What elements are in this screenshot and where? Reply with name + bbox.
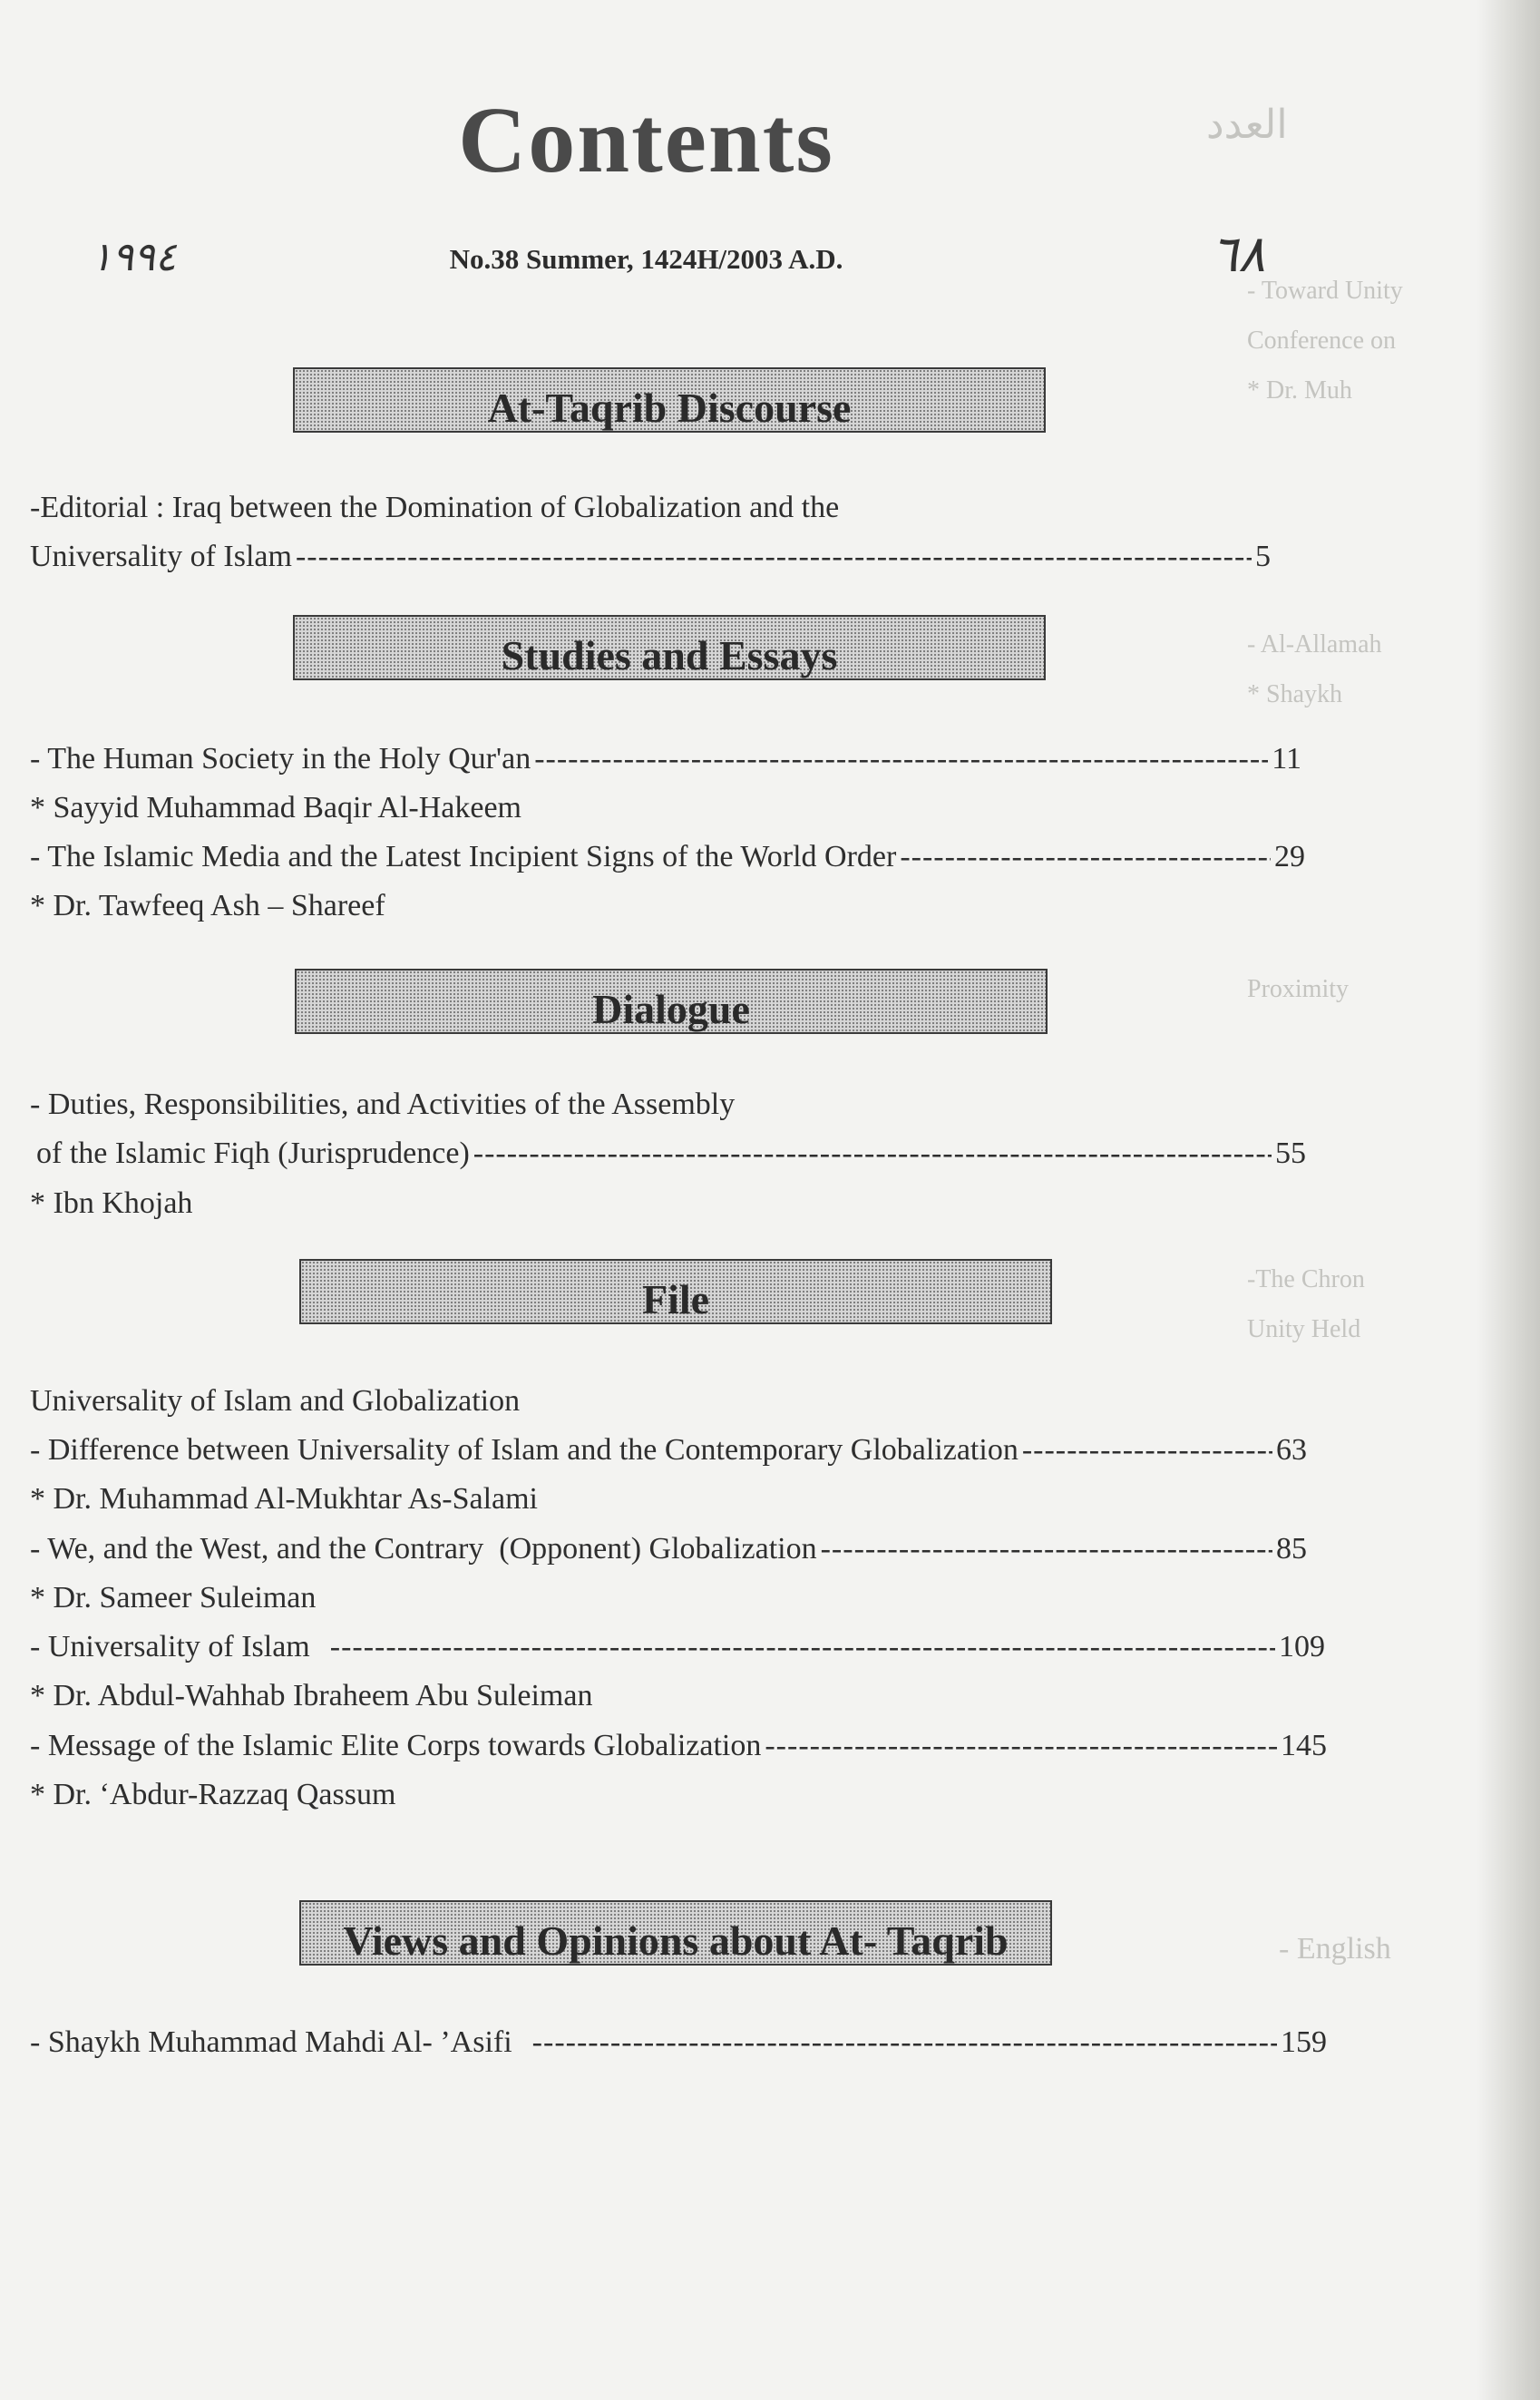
toc-author: * Ibn Khojah xyxy=(30,1186,193,1220)
toc-entry-editorial xyxy=(30,537,1271,577)
toc-entry-difference xyxy=(30,1430,1307,1470)
section-banner-studies xyxy=(293,615,1046,680)
dot-leader xyxy=(473,1134,1272,1170)
toc-entry-message xyxy=(30,1726,1327,1766)
bleed-through-line-6: Proximity xyxy=(1247,975,1350,1003)
section-title-studies: Studies and Essays xyxy=(501,632,838,678)
page-number: 159 xyxy=(1281,2025,1327,2059)
issue-info: No.38 Summer, 1424H/2003 A.D. xyxy=(449,243,843,275)
dot-leader xyxy=(821,1529,1272,1566)
page-number: 11 xyxy=(1272,742,1301,776)
bleed-through-line-3: * Dr. Muh xyxy=(1247,376,1352,405)
dot-leader xyxy=(900,837,1271,873)
toc-duties-line-1: - Duties, Responsibilities, and Activities of the Assembly xyxy=(30,1088,736,1121)
page-title: Contents xyxy=(458,88,834,192)
section-title-views: Views and Opinions about At- Taqrib xyxy=(343,1917,1009,1964)
toc-entry-title: - Message of the Islamic Elite Corps towards Globalization xyxy=(30,1729,762,1762)
toc-entry-title: - We, and the West, and the Contrary (Opponent) Globalization xyxy=(30,1532,817,1566)
toc-entry-universality xyxy=(30,1627,1325,1667)
toc-author: * Dr. Sameer Suleiman xyxy=(30,1581,317,1615)
section-banner-dialogue xyxy=(295,969,1048,1034)
bleed-through-line-1: - Toward Unity xyxy=(1247,277,1403,305)
dot-leader xyxy=(534,739,1268,776)
handwritten-note-left: ١٩٩٤ xyxy=(91,234,177,280)
bleed-through-line-9: - English xyxy=(1279,1932,1391,1966)
toc-editorial-line-1: -Editorial : Iraq between the Domination of Globalization and the xyxy=(30,491,840,524)
page-number: 55 xyxy=(1275,1137,1306,1170)
toc-entry-title: - Difference between Universality of Islam and the Contemporary Globalization xyxy=(30,1433,1019,1467)
dot-leader xyxy=(532,2023,1277,2059)
toc-entry-media xyxy=(30,837,1305,877)
toc-entry-society xyxy=(30,739,1301,779)
toc-entry-title: - Universality of Islam xyxy=(30,1630,310,1663)
file-heading: Universality of Islam and Globalization xyxy=(30,1384,521,1418)
bleed-through-line-7: -The Chron xyxy=(1247,1265,1365,1293)
toc-entry-title: - Shaykh Muhammad Mahdi Al- ’Asifi xyxy=(30,2025,512,2059)
toc-duties-line-2: of the Islamic Fiqh (Jurisprudence) xyxy=(36,1137,470,1170)
page-number: 109 xyxy=(1279,1630,1325,1663)
bleed-through-line-4: - Al-Allamah xyxy=(1247,630,1382,659)
handwritten-note-right: ٦٨ xyxy=(1211,225,1266,284)
dot-leader xyxy=(296,537,1252,573)
toc-author: * Sayyid Muhammad Baqir Al-Hakeem xyxy=(30,791,522,824)
toc-entry-title: - The Human Society in the Holy Qur'an xyxy=(30,742,531,776)
toc-editorial-line-2: Universality of Islam xyxy=(30,540,292,573)
bleed-through-line-2: Conference on xyxy=(1247,327,1397,355)
page-edge-shadow xyxy=(1477,0,1540,2400)
page-number: 63 xyxy=(1276,1433,1307,1467)
page-number: 85 xyxy=(1276,1532,1307,1566)
bleed-through-line-5: * Shaykh xyxy=(1247,680,1342,708)
bleed-through-line-8: Unity Held xyxy=(1247,1315,1361,1343)
section-title-dialogue: Dialogue xyxy=(592,986,750,1032)
toc-entry-west xyxy=(30,1529,1307,1569)
section-title-discourse: At-Taqrib Discourse xyxy=(487,385,852,431)
toc-author: * Dr. Muhammad Al-Mukhtar As-Salami xyxy=(30,1482,539,1516)
toc-entry-asifi xyxy=(30,2023,1327,2063)
section-banner-discourse xyxy=(293,367,1046,433)
dot-leader xyxy=(1022,1430,1272,1467)
page-number: 29 xyxy=(1274,840,1305,873)
toc-author: * Dr. ‘Abdur-Razzaq Qassum xyxy=(30,1778,396,1811)
dot-leader xyxy=(330,1627,1275,1663)
toc-author: * Dr. Abdul-Wahhab Ibraheem Abu Suleiman xyxy=(30,1679,593,1712)
page-number: 145 xyxy=(1281,1729,1327,1762)
toc-entry-title: - The Islamic Media and the Latest Incipient Signs of the World Order xyxy=(30,840,897,873)
section-title-file: File xyxy=(641,1276,710,1322)
toc-entry-duties xyxy=(36,1134,1306,1174)
dot-leader xyxy=(765,1726,1277,1762)
section-banner-views xyxy=(299,1900,1052,1966)
toc-author: * Dr. Tawfeeq Ash – Shareef xyxy=(30,889,385,922)
bleed-through-mark: ﺍﻟﻌﺪﺩ xyxy=(1206,102,1288,147)
section-banner-file xyxy=(299,1259,1052,1324)
page-number: 5 xyxy=(1255,540,1271,573)
